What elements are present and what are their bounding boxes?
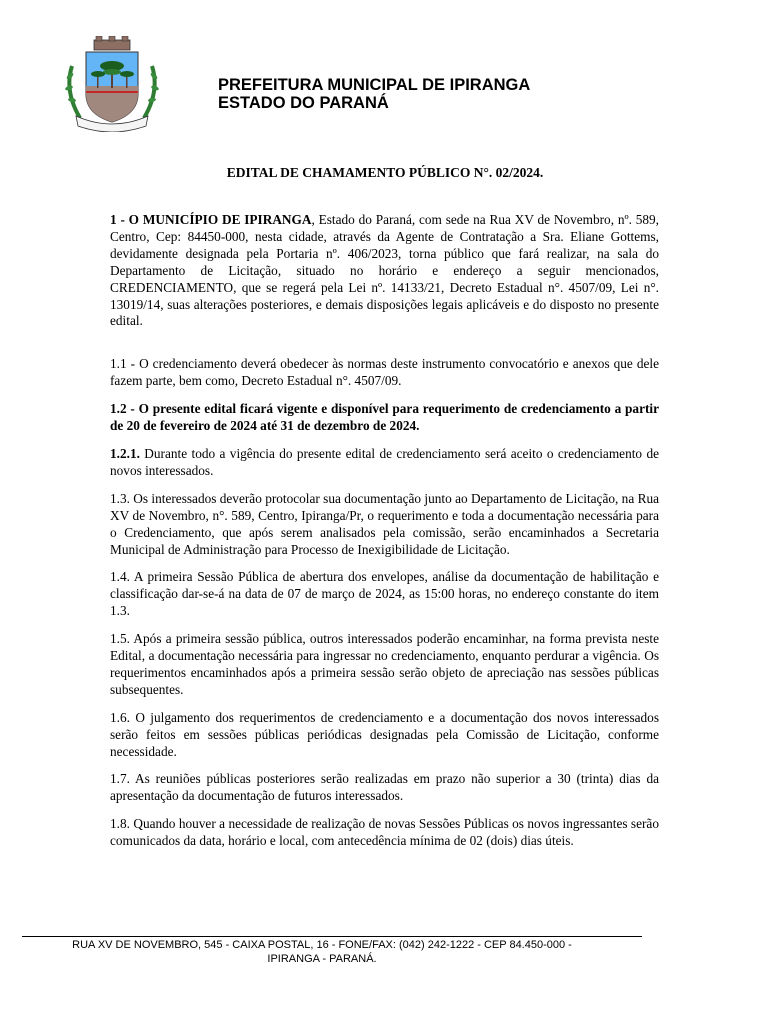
section-1-2-1-text: Durante todo a vigência do presente edital de credenciamento será aceito o credenciamento de novos interessados. bbox=[110, 445, 659, 478]
section-1-8: 1.8. Quando houver a necessidade de realização de novas Sessões Públicas os novos ingressantes serão comunicados da data, horário e local, com antecedência mínima de 02 (dois) dias úteis. bbox=[110, 816, 659, 849]
section-1-7: 1.7. As reuniões públicas posteriores serão realizadas em prazo não superior a 30 (trinta) dias da apresentação da documentação de futuros interessados. bbox=[110, 771, 659, 804]
section-1-heading: 1 - O MUNICÍPIO DE IPIRANGA bbox=[110, 212, 312, 227]
state-name: ESTADO DO PARANÁ bbox=[218, 94, 389, 112]
section-1-2-1-number: 1.2.1. bbox=[110, 445, 140, 461]
footer-city: IPIRANGA - PARANÁ. bbox=[267, 952, 377, 965]
document-body bbox=[110, 212, 659, 850]
page-footer bbox=[22, 939, 622, 966]
page-header bbox=[0, 0, 770, 140]
section-1-2-1 bbox=[110, 446, 659, 480]
section-1-6: 1.6. O julgamento dos requerimentos de credenciamento e a documentação dos novos interessados serão feitos em sessões públicas periódicas designadas pela Comissão de Licitação, conforme necessidade. bbox=[110, 709, 659, 759]
section-1-5: 1.5. Após a primeira sessão pública, outros interessados poderão encaminhar, na forma prevista neste Edital, a documentação necessária para ingressar no credenciamento, enquanto perdurar a vigência. Os requerimentos encaminhados após a primeira sessão serão objeto de apreciação nas sessões públicas subsequentes. bbox=[110, 631, 659, 697]
section-1 bbox=[110, 212, 659, 330]
footer-divider bbox=[22, 936, 642, 937]
section-1-3: 1.3. Os interessados deverão protocolar sua documentação junto ao Departamento de Licitação, na Rua XV de Novembro, n°. 589, Centro, Ipiranga/Pr, o requerimento e toda a documentação necessária para o Credenciamento, que após serem analisados pela comissão, serão encaminhados a Secretaria Municipal de Administração para Processo de Inexigibilidade de Licitação. bbox=[110, 490, 659, 557]
document-title: EDITAL DE CHAMAMENTO PÚBLICO N°. 02/2024. bbox=[226, 165, 544, 180]
municipality-name: PREFEITURA MUNICIPAL DE IPIRANGA bbox=[218, 76, 531, 94]
footer-address: RUA XV DE NOVEMBRO, 545 - CAIXA POSTAL, 16 - FONE/FAX: (042) 242-1222 - CEP 84.450-000 - bbox=[72, 939, 572, 951]
section-1-text: , Estado do Paraná, com sede na Rua XV de Novembro, nº. 589, Centro, Cep: 84450-000, nesta cidade, através da Agente de Contratação a Sra. Eliane Gottems, devidamente designada pela Portaria nº. 406/2023, torna público que fará realizar, na sala do Departamento de Licitação, situado no horário e endereço a seguir mencionados, CREDENCIAMENTO, que se regerá pela Lei nº. 14133/21, Decreto Estadual n°. 4507/09, Lei n°. 13019/14, suas alterações posteriores, e demais disposições legais aplicáveis e do disposto no presente edital. bbox=[110, 212, 659, 329]
section-1-2: 1.2 - O presente edital ficará vigente e disponível para requerimento de credenciamento a partir de 20 de fevereiro de 2024 até 31 de dezembro de 2024. bbox=[110, 401, 659, 434]
section-1-4: 1.4. A primeira Sessão Pública de abertura dos envelopes, análise da documentação de habilitação e classificação dar-se-á na data de 07 de março de 2024, as 15:00 horas, no endereço constante do item 1.3. bbox=[110, 569, 659, 619]
header-title bbox=[218, 76, 530, 112]
municipal-coat-of-arms-icon bbox=[62, 36, 162, 132]
section-1-1: 1.1 - O credenciamento deverá obedecer às normas deste instrumento convocatório e anexos que dele fazem parte, bem como, Decreto Estadual n°. 4507/09. bbox=[110, 356, 659, 389]
